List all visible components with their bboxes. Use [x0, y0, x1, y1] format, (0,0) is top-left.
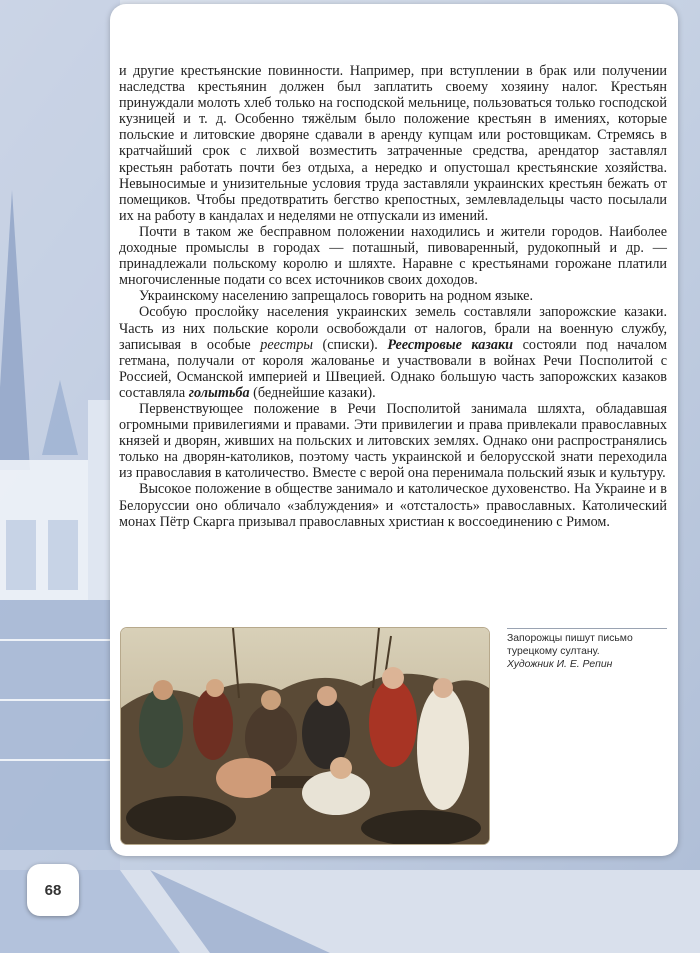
page-number: 68 [27, 864, 79, 916]
repin-painting [121, 628, 489, 844]
paragraph [119, 481, 667, 529]
paragraph [119, 304, 667, 401]
text-run: Украинскому населению запрещалось говорить на родном языке. [139, 288, 534, 305]
text-run: (списки). [313, 336, 388, 353]
paragraph [119, 224, 667, 288]
paragraph [119, 63, 667, 224]
text-run: и другие крестьянские повинности. Например, при вступлении в брак или получении наследства крестьянин должен был заплатить своему хозяину налог. Крестьян принуждали молоть хлеб только на господской мельнице, пользоваться только господской кузницей и т. д. Особенно тяжёлым было положение крестьян в имениях, которые польские и литовские дворяне сдавали в аренду купцам или ростовщикам. Стремясь в кратчайший срок с лихвой возместить затраченные средства, арендатор заставлял крестьян работать почти без отдыха, а нередко и опустошал крестьянские хозяйства. Невыносимые и унизительные условия труда заставляли украинских крестьян бежать от помещиков. Чтобы предотвратить бегство крепостных, землевладельцы часто посылали их на работу в кандалах и неделями не отпускали из имений. [119, 63, 667, 224]
paragraph [119, 288, 667, 304]
text-run: Высокое положение в обществе занимало и католическое духовенство. На Украине и в Белоруссии оно обличало «заблуждения» и «отсталость» православных. Католический монах Пётр Скарга призывал православных христиан к воссоединению с Римом. [119, 481, 667, 530]
caption-artist: Художник И. Е. Репин [507, 659, 613, 670]
painting-image [121, 628, 489, 844]
emphasized-term: Реестровые казаки [387, 336, 514, 353]
text-run: состояли под началом гетмана, получали от короля жалованье и участвовали в войнах Речи Посполитой с Россией, Османской империей и Швецией. Однако большую часть запорожских казаков составляла [119, 336, 667, 401]
caption-divider [507, 628, 667, 629]
text-run: (беднейшие казаки). [249, 384, 376, 401]
text-run: Первенствующее положение в Речи Посполитой занимала шляхта, обладавшая огромными привилегиями и правами. Эти привилегии и права привлекали православных князей и дворян, живших на польских и литовских землях. Однако они распространялись только на дворян-католиков, поэтому часть украинской и белорусской знати переходила из православия в католичество. Вместе с верой она перенимала польский язык и культуру. [119, 400, 667, 482]
body-text [119, 63, 667, 530]
emphasized-term: голытьба [188, 384, 250, 401]
paragraph [119, 401, 667, 481]
emphasized-term: реестры [260, 336, 313, 353]
text-run: Почти в таком же бесправном положении находились и жители городов. Наиболее доходные промыслы в городах — поташный, пивоваренный, рудокопный и др. — принадлежали польскому королю и шляхте. Наравне с крестьянами горожане платили многочисленные подати со всех источников своих доходов. [119, 223, 667, 289]
caption-title: Запорожцы пишут письмо турецкому султану. [507, 633, 633, 657]
text-run: Особую прослойку населения украинских земель составляли запорожские казаки. Часть из них польские короли освобождали от налогов, брали на военную службу, записывая в особые [119, 304, 667, 353]
figure-caption [507, 628, 667, 671]
